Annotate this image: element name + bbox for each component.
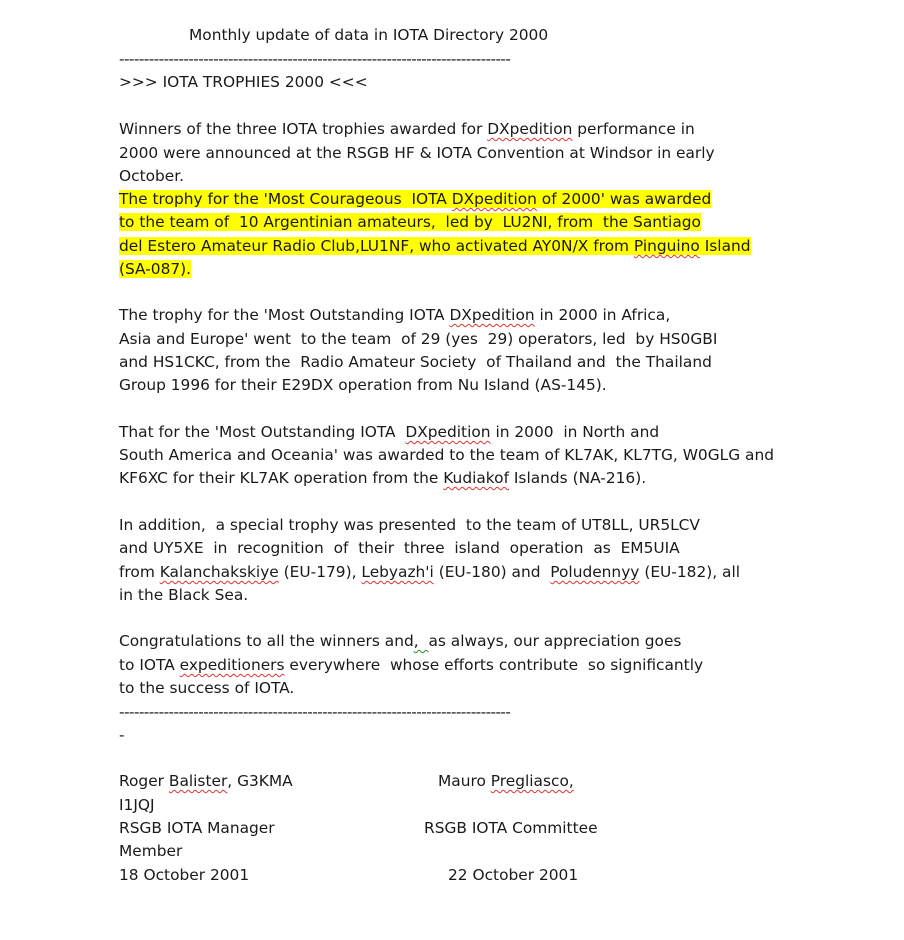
highlight [119,190,711,208]
text-span: The trophy for the 'Most Outstanding IOTA [119,306,450,324]
spellcheck-word: Kalanchakskiye [159,563,279,581]
text-span: everywhere whose efforts contribute so significantly [284,656,704,674]
text-span: Roger [119,772,169,790]
text-line [119,422,659,442]
text-span: performance in [572,120,695,138]
text-line: to the success of IOTA. [119,679,295,697]
text-span: Island [699,237,751,255]
section-heading: >>> IOTA TROPHIES 2000 <<< [119,73,368,91]
separator-line: ------------------------------------------------------------------------------- [119,703,511,721]
text-span: Congratulations to all the winners and [119,632,414,650]
signer-member: Member [119,842,183,860]
signer-right-name [438,771,574,791]
text-line [119,562,740,582]
text-line [119,119,695,139]
spellcheck-word: expeditioners [179,656,285,674]
text-span: , G3KMA [227,772,293,790]
spellcheck-word: Balister [168,772,228,790]
spellcheck-word: Lebyazh'i [361,563,434,581]
text-span: Winners of the three IOTA trophies awarded for [119,120,488,138]
text-line: and HS1CKC, from the Radio Amateur Society of Thailand and the Thailand [119,353,712,371]
highlight: (SA-087). [119,260,192,278]
text-line: 2000 were announced at the RSGB HF & IOTA Convention at Windsor in early [119,144,715,162]
spellcheck-word: DXpedition [451,190,537,208]
spellcheck-word: DXpedition [449,306,535,324]
text-line [119,259,191,279]
text-line [119,468,646,488]
text-line: and UY5XE in recognition of their three island operation as EM5UIA [119,539,680,557]
page-title: Monthly update of data in IOTA Directory 2000 [189,26,549,44]
text-span: KF6XC for their KL7AK operation from the [119,469,444,487]
signer-left-name [119,771,293,791]
text-span: del Estero Amateur Radio Club,LU1NF, who activated AY0N/X from [119,237,634,255]
text-line: Asia and Europe' went to the team of 29 (yes 29) operators, led by HS0GBI [119,330,718,348]
text-span: Islands (NA-216). [509,469,647,487]
text-span: in 2000 in North and [490,423,660,441]
signer-left-role: RSGB IOTA Manager [119,819,275,837]
signer-right-date: 22 October 2001 [448,866,579,884]
grammar-mark: , [413,632,429,650]
signer-right-role: RSGB IOTA Committee [424,819,598,837]
text-line: in the Black Sea. [119,586,249,604]
text-line [119,655,703,675]
text-line [119,305,670,325]
text-span: as always, our appreciation goes [428,632,682,650]
text-line [119,212,701,232]
text-line: Group 1996 for their E29DX operation from Nu Island (AS-145). [119,376,607,394]
text-line: In addition, a special trophy was presented to the team of UT8LL, UR5LCV [119,516,700,534]
separator-line: ------------------------------------------------------------------------------- [119,50,511,68]
text-line: South America and Oceania' was awarded to the team of KL7AK, KL7TG, W0GLG and [119,446,775,464]
spellcheck-word: DXpedition [487,120,573,138]
text-span: Mauro [438,772,491,790]
text-span: That for the 'Most Outstanding IOTA [119,423,406,441]
text-span: (EU-179), [278,563,362,581]
text-span: in 2000 in Africa, [534,306,671,324]
text-span: from [119,563,160,581]
highlight: to the team of 10 Argentinian amateurs, led by LU2NI, from the Santiago [119,213,701,231]
text-line [119,236,751,256]
text-span: to IOTA [119,656,180,674]
text-line [119,631,681,651]
text-span: The trophy for the 'Most Courageous IOTA [119,190,452,208]
signer-callsign: I1JQJ [119,796,155,814]
text-span: (EU-180) and [433,563,551,581]
text-span: of 2000' was awarded [536,190,712,208]
highlight [119,237,751,255]
text-line [119,189,711,209]
text-span: (EU-182), all [639,563,741,581]
spellcheck-word: Poludennyy [550,563,640,581]
spellcheck-word: DXpedition [405,423,491,441]
spellcheck-word: Pinguino [633,237,700,255]
dash: - [119,726,125,744]
signer-left-date: 18 October 2001 [119,866,250,884]
text-line: October. [119,167,185,185]
spellcheck-word: Pregliasco, [490,772,574,790]
spellcheck-word: Kudiakof [443,469,509,487]
